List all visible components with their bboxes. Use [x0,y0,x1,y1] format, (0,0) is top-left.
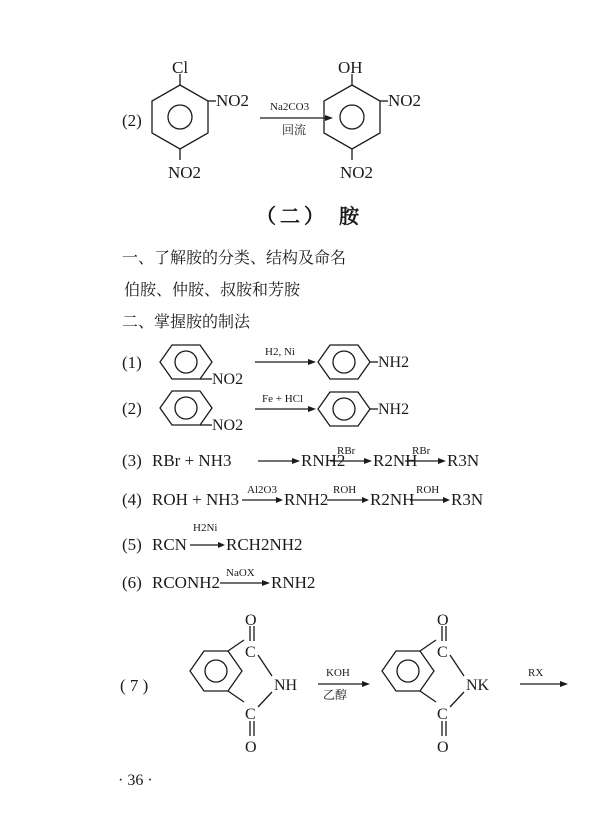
svg-text:O: O [245,739,257,756]
product-3: R3N [447,451,480,470]
svg-text:H2, Ni: H2, Ni [265,346,295,358]
svg-text:C: C [245,706,256,723]
reaction-number: (2) [122,111,142,130]
substituent-top: Cl [172,58,189,77]
svg-text:ROH: ROH [416,484,440,496]
svg-text:RBr: RBr [337,445,356,457]
objective-3: 二、掌握胺的制法 [122,312,251,331]
reaction-number: (6) [122,573,142,592]
reaction-number: (5) [122,535,142,554]
svg-text:RBr: RBr [412,445,431,457]
reaction-number: ( 7 ) [120,676,149,695]
svg-text:乙醇: 乙醇 [323,688,348,702]
product-1: RNH2 [284,490,329,509]
section-title: （二） 胺 [256,204,363,228]
reaction-number: (4) [122,490,142,509]
svg-text:C: C [437,644,448,661]
svg-text:RX: RX [528,667,544,679]
reagent-above: Na2CO3 [270,101,310,113]
product-2: R2NH [373,451,418,470]
svg-text:O: O [437,612,449,629]
reactants: RCN [152,535,187,554]
reactants: RBr + NH3 [152,451,232,470]
reaction-number: (1) [122,353,142,372]
objective-2: 伯胺、仲胺、叔胺和芳胺 [124,280,301,299]
potassium-phthalimide [382,626,464,736]
svg-text:O: O [245,612,257,629]
svg-text:Al2O3: Al2O3 [247,484,277,496]
svg-text:C: C [245,644,256,661]
product-1: RCH2NH2 [226,535,303,554]
reagent-below: 回流 [282,123,307,137]
reactants: RCONH2 [152,573,221,592]
svg-text:C: C [437,706,448,723]
svg-text:O: O [437,739,449,756]
product-1: RNH2 [301,451,346,470]
product-top: OH [338,58,363,77]
svg-text:NaOX: NaOX [226,567,255,579]
phthalimide [190,626,272,736]
substituent-right: NO2 [216,91,250,110]
svg-text:Fe + HCl: Fe + HCl [262,393,304,405]
svg-text:NH: NH [274,677,298,694]
reaction-number: (3) [122,451,142,470]
svg-text:KOH: KOH [326,667,350,679]
svg-text:NK: NK [466,677,490,694]
product-1: RNH2 [271,573,316,592]
svg-text:NO2: NO2 [212,417,244,434]
svg-text:NH2: NH2 [378,401,410,418]
svg-text:ROH: ROH [333,484,357,496]
svg-text:NH2: NH2 [378,354,410,371]
reactants: ROH + NH3 [152,490,240,509]
product-right: NO2 [388,91,422,110]
svg-text:H2Ni: H2Ni [193,522,218,534]
product-bottom: NO2 [340,163,374,182]
page-number: · 36 · [118,772,153,789]
product-2: R2NH [370,490,415,509]
reaction-number: (2) [122,399,142,418]
svg-text:NO2: NO2 [212,371,244,388]
product-3: R3N [451,490,484,509]
objective-1: 一、了解胺的分类、结构及命名 [122,248,347,267]
substituent-bottom: NO2 [168,163,202,182]
